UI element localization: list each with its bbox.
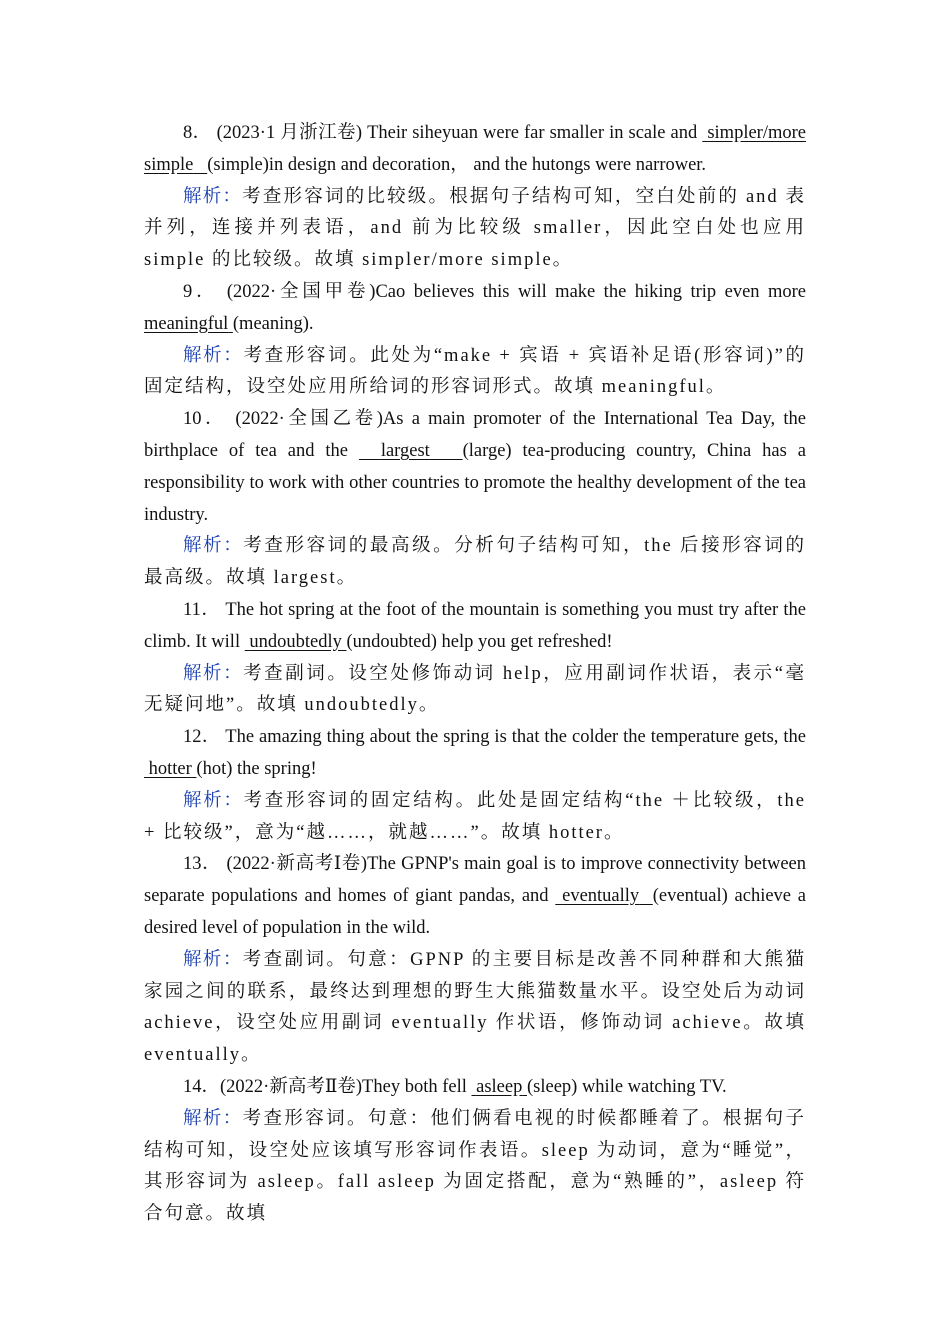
- answer-blank: largest: [380, 440, 430, 461]
- question-13: [144, 849, 806, 944]
- analysis-10: [144, 531, 806, 595]
- question-14: [144, 1072, 806, 1104]
- question-text: (simple)in design and decoration， and the hutongs were narrower.: [207, 154, 707, 175]
- analysis-12: [144, 786, 806, 850]
- answer-blank: undoubtedly: [249, 631, 342, 652]
- question-9: [144, 277, 806, 341]
- question-text: 13． (2022·新高考Ⅰ卷)The GPNP's main goal is to improve connectivity between separate populations and homes of giant pandas, and: [144, 854, 806, 907]
- answer-blank: asleep: [476, 1076, 523, 1097]
- question-text: 11． The hot spring at the foot of the mountain is something you must try after the climb. It will: [144, 599, 806, 652]
- analysis-label: 解析：: [183, 186, 243, 207]
- analysis-11: [144, 659, 806, 723]
- analysis-label: 解析：: [183, 345, 244, 366]
- answer-blank: eventually: [562, 886, 640, 907]
- question-11: [144, 595, 806, 659]
- analysis-13: [144, 945, 806, 1072]
- question-text: 14．(2022·新高考Ⅱ卷)They both fell: [183, 1076, 472, 1097]
- analysis-text: 考查副词。设空处修饰动词 help，应用副词作状语，表示“毫无疑问地”。故填 undoubtedly。: [144, 663, 806, 716]
- analysis-label: 解析：: [183, 663, 244, 684]
- analysis-text: 考查副词。句意：GPNP 的主要目标是改善不同种群和大熊猫家园之间的联系，最终达到理想的野生大熊猫数量水平。设空处后为动词 achieve，设空处应用副词 eventually 作状语，修饰动词 achieve。故填 eventually。: [144, 949, 806, 1066]
- analysis-text: 考查形容词的比较级。根据句子结构可知，空白处前的 and 表并列，连接并列表语，and 前为比较级 smaller，因此空白处也应用 simple 的比较级。故填 simpler/more simple。: [144, 186, 806, 271]
- analysis-label: 解析：: [183, 1108, 243, 1129]
- question-text: (sleep) while watching TV.: [526, 1076, 727, 1097]
- question-text: (undoubted) help you get refreshed!: [346, 631, 613, 652]
- analysis-text: 考查形容词的固定结构。此处是固定结构“the ＋比较级，the + 比较级”，意为“越……，就越……”。故填 hotter。: [144, 790, 806, 843]
- analysis-8: [144, 182, 806, 277]
- question-text: (meaning).: [232, 313, 314, 334]
- analysis-label: 解析：: [183, 949, 243, 970]
- question-text: 12． The amazing thing about the spring is that the colder the temperature gets, the: [183, 727, 806, 748]
- document-page: [144, 118, 806, 1231]
- question-10: [144, 404, 806, 531]
- analysis-text: 考查形容词的最高级。分析句子结构可知，the 后接形容词的最高级。故填 largest。: [144, 536, 806, 589]
- question-8: [144, 118, 806, 182]
- answer-blank: hotter: [148, 758, 192, 779]
- answer-blank: meaningful: [144, 313, 229, 334]
- analysis-14: [144, 1104, 806, 1231]
- analysis-text: 考查形容词。此处为“make + 宾语 + 宾语补足语(形容词)”的固定结构，设空处应用所给词的形容词形式。故填 meaningful。: [144, 345, 806, 398]
- question-text: 9． (2022·全国甲卷)Cao believes this will make the hiking trip even more: [183, 281, 806, 302]
- analysis-label: 解析：: [183, 536, 244, 557]
- question-text: 8． (2023·1 月浙江卷) Their siheyuan were far smaller in scale and: [183, 123, 703, 143]
- question-text: (eventual) achieve a desired level of population in the wild.: [144, 886, 807, 938]
- question-12: [144, 722, 806, 786]
- answer-blank: simpler/more simple: [144, 123, 806, 175]
- question-text: 10． (2022·全国乙卷)As a main promoter of the International Tea Day, the birthplace of tea and the: [144, 409, 806, 461]
- analysis-text: 考查形容词。句意：他们俩看电视的时候都睡着了。根据句子结构可知，设空处应该填写形容词作表语。sleep 为动词，意为“睡觉”，其形容词为 asleep。fall asleep 为固定搭配，意为“熟睡的”，asleep 符合句意。故填: [144, 1108, 806, 1225]
- question-text: (large) tea-producing country, China has a responsibility to work with other countries to promote the healthy development of the tea industry.: [144, 440, 806, 525]
- analysis-9: [144, 341, 806, 405]
- analysis-label: 解析：: [183, 790, 244, 811]
- question-text: (hot) the spring!: [196, 758, 317, 779]
